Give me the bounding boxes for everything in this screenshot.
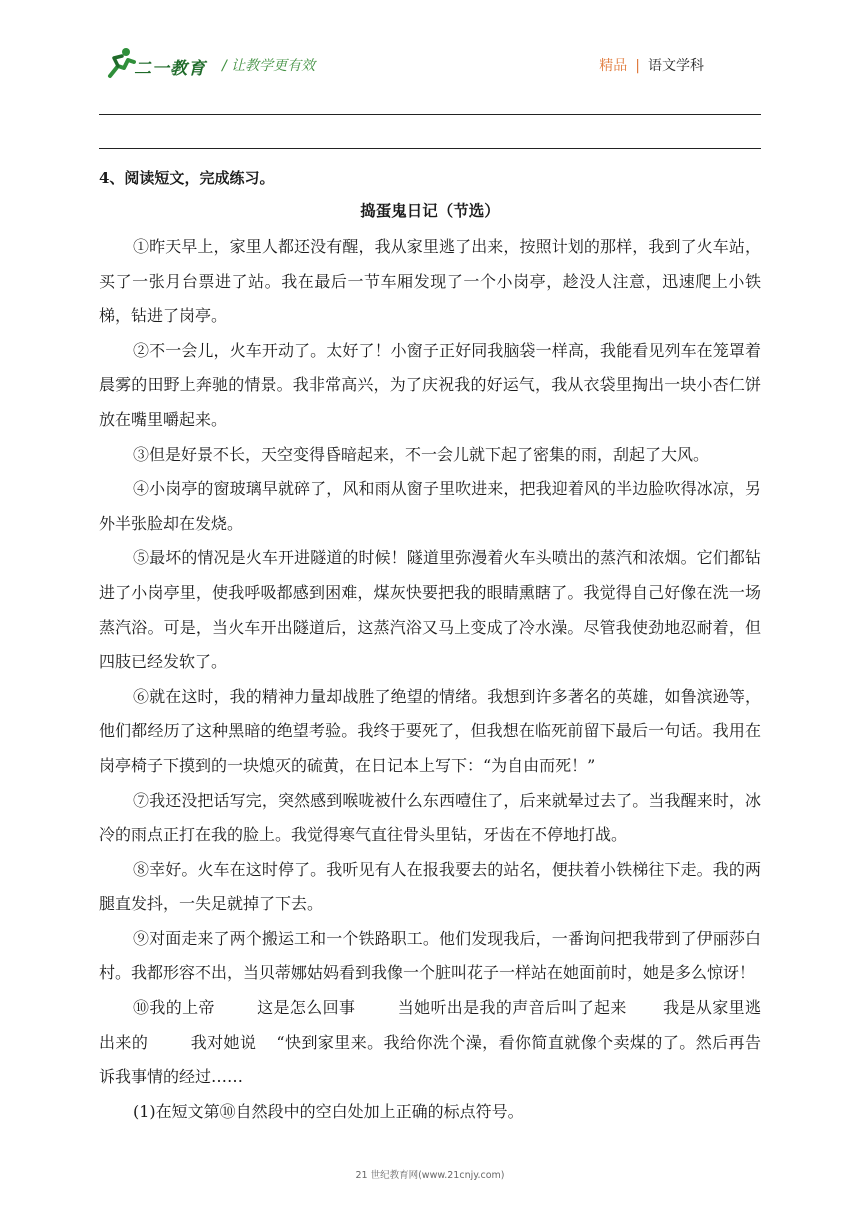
page-header (0, 0, 860, 100)
paragraph-1: ①昨天早上，家里人都还没有醒，我从家里逃了出来，按照计划的那样，我到了火车站，买了一张月台票进了站。我在最后一节车厢发现了一个小岗亭，趁没人注意，迅速爬上小铁梯，钻进了岗亭。 (99, 237, 761, 326)
tag-separator: | (635, 58, 640, 74)
answer-line-1 (99, 114, 761, 115)
answer-line-2 (99, 148, 761, 149)
sub-question-1: (1)在短文第⑩自然段中的空白处加上正确的标点符号。 (133, 1101, 524, 1121)
paragraph-8: ⑧幸好。火车在这时停了。我听见有人在报我要去的站名，便扶着小铁梯往下走。我的两腿直发抖，一失足就掉了下去。 (99, 859, 761, 914)
paragraph-3: ③但是好景不长，天空变得昏暗起来，不一会儿就下起了密集的雨，刮起了大风。 (133, 444, 710, 464)
p10-segment-1: ⑩我的上帝 (133, 998, 215, 1018)
runner-logo-icon (104, 46, 138, 80)
tag-quality: 精品 (599, 58, 628, 74)
paragraph-7: ⑦我还没把话写完，突然感到喉咙被什么东西噎住了，后来就晕过去了。当我醒来时，冰冷的雨点正打在我的脸上。我觉得寒气直往骨头里钻，牙齿在不停地打战。 (99, 790, 761, 845)
page-footer: 21 世纪教育网(www.21cnjy.com) (355, 1170, 505, 1181)
p10-segment-6: “快到家里来。我给你洗个澡，看你简直就像个卖煤的了。然后再告诉我事情的经过…… (99, 1032, 761, 1087)
question-title: 4、阅读短文，完成练习。 (99, 169, 275, 187)
p10-segment-4: 我是从家里逃出来的 (99, 998, 761, 1052)
tag-subject: 语文学科 (648, 58, 704, 74)
paragraph-5: ⑤最坏的情况是火车开进隧道的时候！隧道里弥漫着火车头喷出的蒸汽和浓烟。它们都钻进了小岗亭里，使我呼吸都感到困难，煤灰快要把我的眼睛熏瞎了。我觉得自己好像在洗一场蒸汽浴。可是，当火车开出隧道后，这蒸汽浴又马上变成了冷水澡。尽管我使劲地忍耐着，但四肢已经发软了。 (99, 548, 761, 672)
p10-segment-2: 这是怎么回事 (256, 998, 356, 1018)
p10-segment-3: 当她听出是我的声音后叫了起来 (397, 998, 627, 1018)
paragraph-9: ⑨对面走来了两个搬运工和一个铁路职工。他们发现我后，一番询问把我带到了伊丽莎白村。我都形容不出，当贝蒂娜姑妈看到我像一个脏叫花子一样站在她面前时，她是多么惊讶！ (99, 928, 761, 983)
paragraph-2: ②不一会儿，火车开动了。太好了！小窗子正好同我脑袋一样高，我能看见列车在笼罩着晨雾的田野上奔驰的情景。我非常高兴，为了庆祝我的好运气，我从衣袋里掏出一块小杏仁饼放在嘴里嚼起来。 (99, 340, 761, 429)
p10-segment-5: 我对她说 (190, 1032, 257, 1052)
paragraph-4: ④小岗亭的窗玻璃早就碎了，风和雨从窗子里吹进来，把我迎着风的半边脸吹得冰凉，另外半张脸却在发烧。 (99, 479, 761, 533)
logo (104, 46, 214, 82)
paragraph-10 (99, 991, 761, 1095)
header-tags (599, 55, 704, 75)
header-slogan: / 让教学更有效 (222, 58, 316, 74)
article-body (99, 230, 761, 1129)
article-title: 捣蛋鬼日记（节选） (360, 201, 500, 220)
paragraph-6: ⑥就在这时，我的精神力量却战胜了绝望的情绪。我想到许多著名的英雄，如鲁滨逊等，他们都经历了这种黑暗的绝望考验。我终于要死了，但我想在临死前留下最后一句话。我用在岗亭椅子下摸到的一块熄灭的硫黄，在日记本上写下：“为自由而死！” (99, 686, 761, 775)
logo-text: 二一教育 (134, 59, 206, 79)
